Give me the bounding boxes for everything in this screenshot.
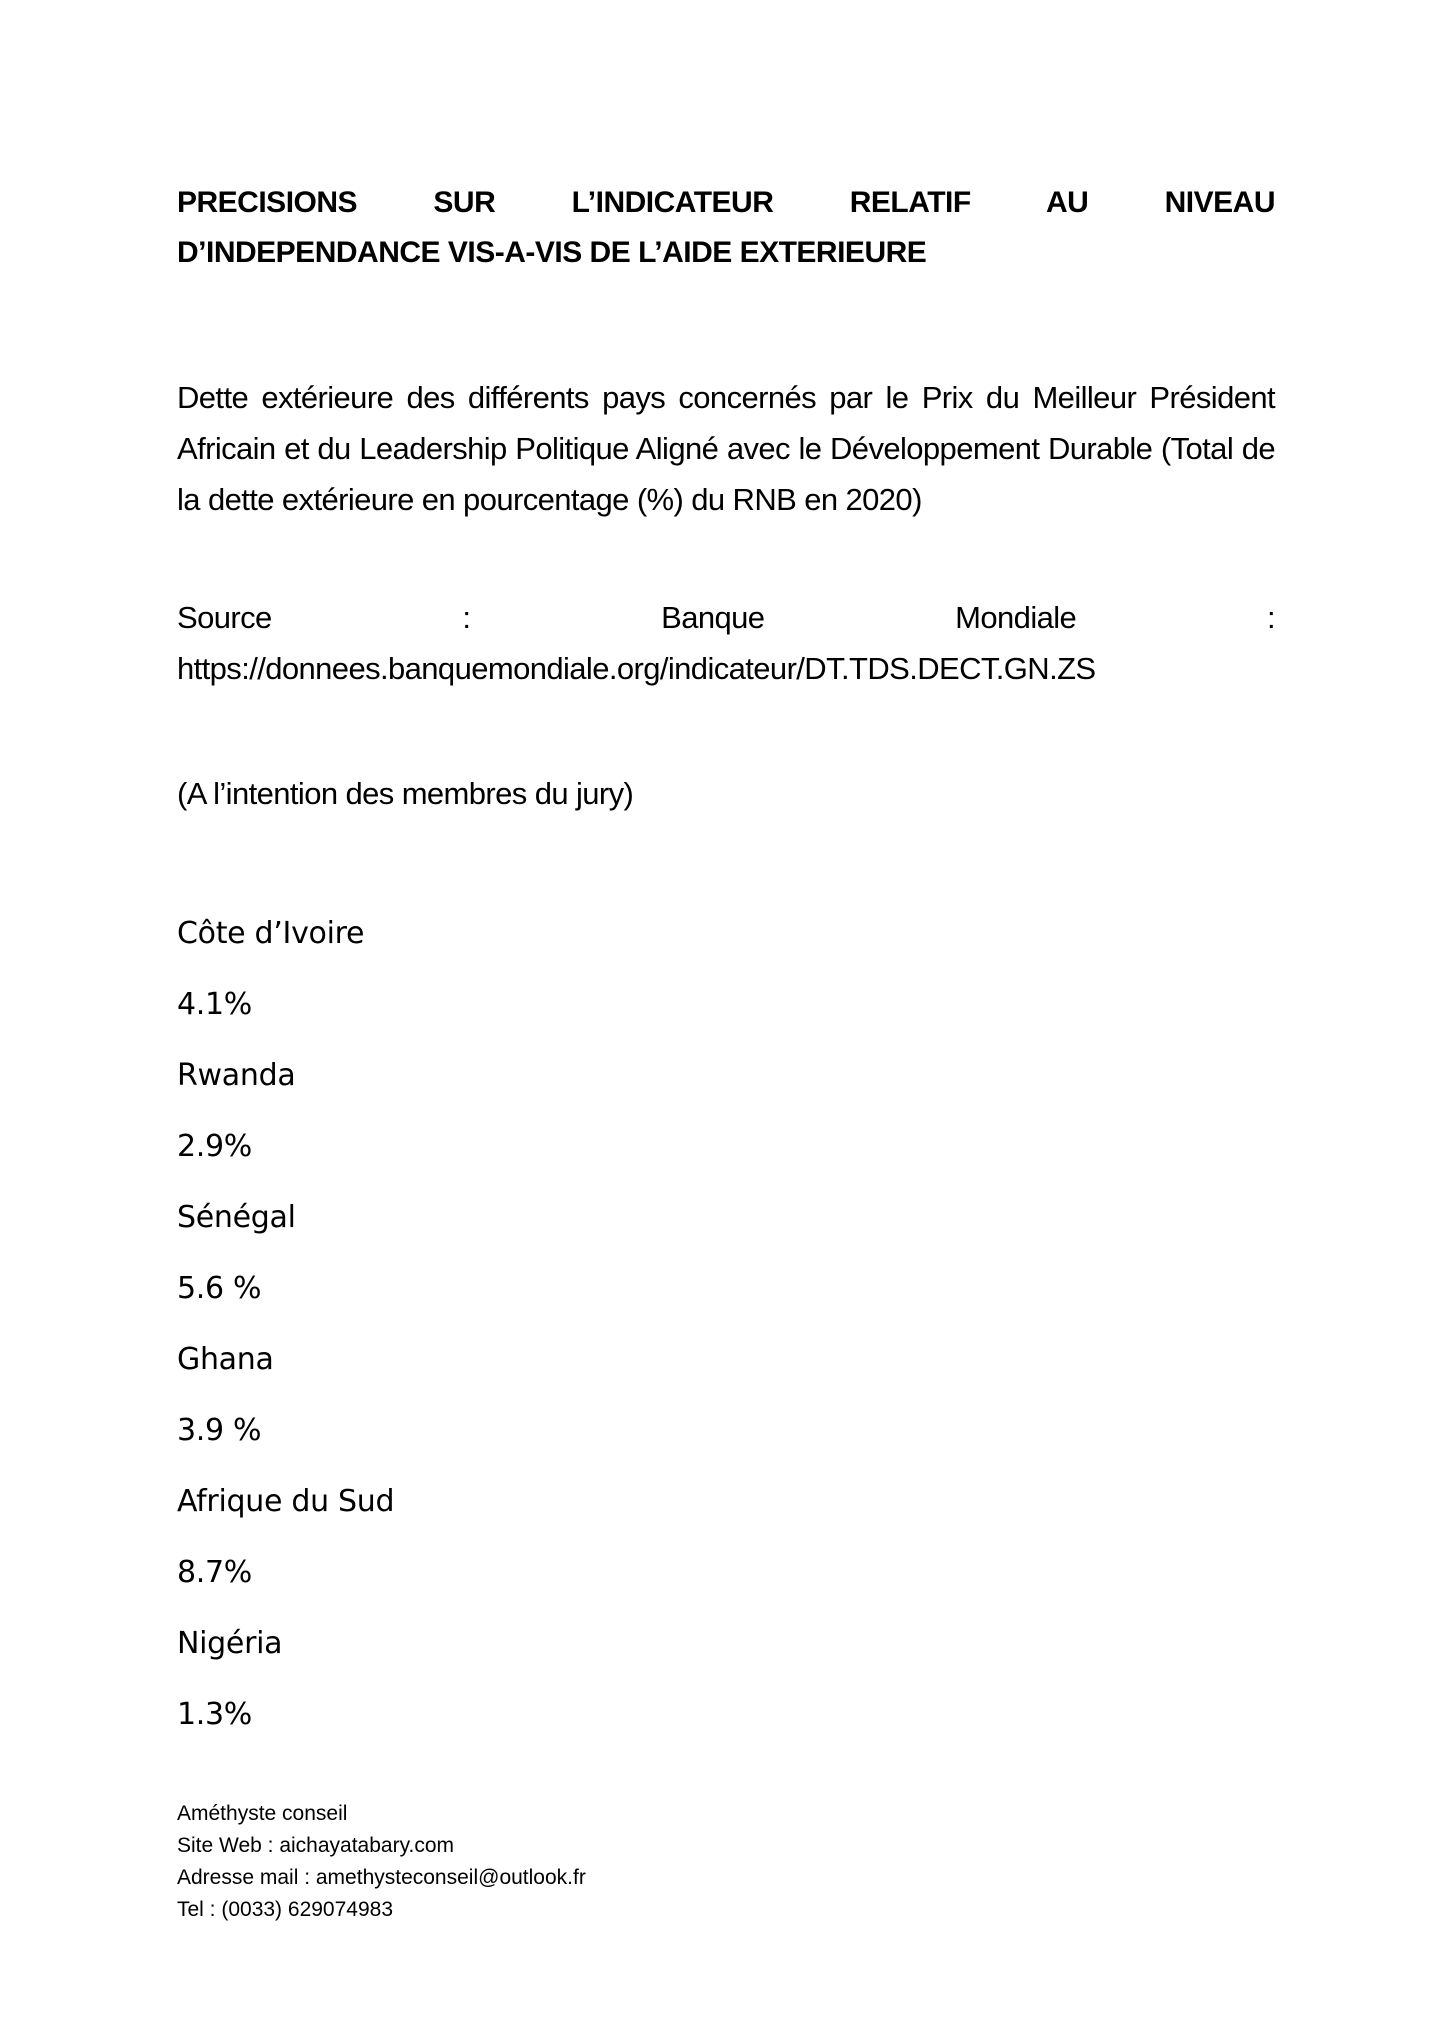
title-word: AU xyxy=(1045,186,1089,219)
country-name: Côte d’Ivoire xyxy=(177,916,365,951)
country-name: Afrique du Sud xyxy=(177,1484,395,1519)
country-value: 5.6 % xyxy=(177,1271,262,1306)
title-word: RELATIF xyxy=(849,186,971,219)
page-title xyxy=(177,178,1275,278)
country-value: 8.7% xyxy=(177,1555,253,1590)
country-name: Sénégal xyxy=(177,1200,296,1235)
footer-email-link[interactable]: Adresse mail : amethysteconseil@outlook.fr xyxy=(177,1866,586,1889)
country-name: Nigéria xyxy=(177,1626,283,1661)
footer-contact xyxy=(177,1798,586,1926)
source-org-word: Banque xyxy=(661,600,765,635)
title-line-1 xyxy=(177,178,1275,228)
source-url-link[interactable]: https://donnees.banquemondiale.org/indicateur/DT.TDS.DECT.GN.ZS xyxy=(177,651,1096,686)
source-separator: : xyxy=(1266,600,1275,635)
source-label-row xyxy=(177,592,1275,643)
footer-company: Améthyste conseil xyxy=(177,1802,348,1825)
country-name: Ghana xyxy=(177,1342,274,1377)
title-word: PRECISIONS xyxy=(177,186,358,219)
country-value: 1.3% xyxy=(177,1697,253,1732)
intro-paragraph: Dette extérieure des différents pays concernés par le Prix du Meilleur Président Africain et du Leadership Politique Aligné avec le Développement Durable (Total de la dette extérieure en pourcentage (%) du RNB en 2020) xyxy=(177,380,1275,517)
country-debt-list xyxy=(177,908,877,1760)
source-block xyxy=(177,592,1275,694)
title-line-2: D’INDEPENDANCE VIS-A-VIS DE L’AIDE EXTERIEURE xyxy=(177,236,927,269)
source-org-word: Mondiale xyxy=(955,600,1077,635)
source-separator: : xyxy=(462,600,471,635)
country-value: 3.9 % xyxy=(177,1413,262,1448)
country-value: 2.9% xyxy=(177,1129,253,1164)
title-word: SUR xyxy=(433,186,496,219)
title-word: NIVEAU xyxy=(1164,186,1275,219)
title-word: L’INDICATEUR xyxy=(571,186,774,219)
jury-note: (A l’intention des membres du jury) xyxy=(177,776,634,811)
country-name: Rwanda xyxy=(177,1058,296,1093)
source-label: Source xyxy=(177,600,272,635)
footer-phone: Tel : (0033) 629074983 xyxy=(177,1898,393,1921)
footer-website-link[interactable]: Site Web : aichayatabary.com xyxy=(177,1834,455,1857)
country-value: 4.1% xyxy=(177,987,253,1022)
